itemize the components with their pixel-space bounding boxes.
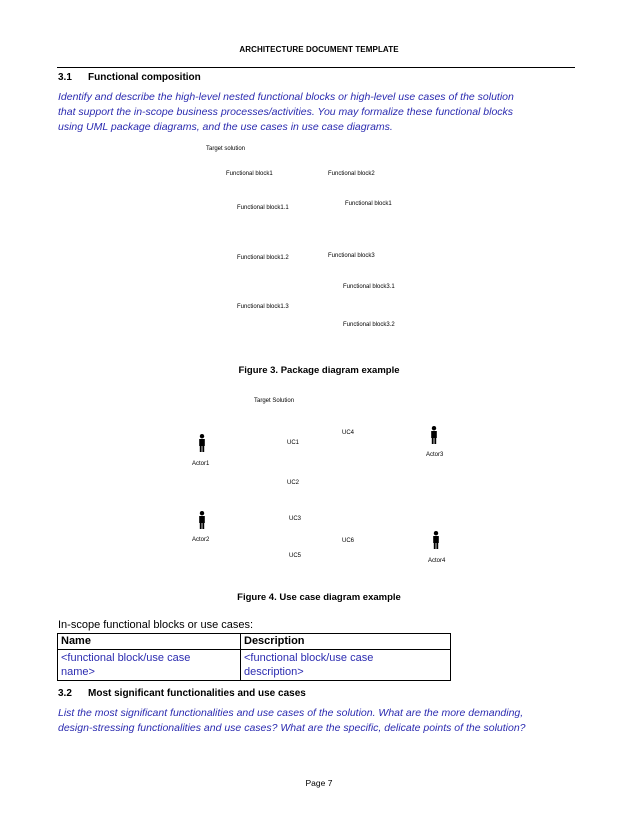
figure-4-caption: Figure 4. Use case diagram example xyxy=(237,592,401,603)
instruction-line: using UML package diagrams, and the use cases in use case diagrams. xyxy=(58,121,393,133)
header-description: Description xyxy=(241,634,451,650)
uc2-label: UC2 xyxy=(287,480,300,486)
actor2-label: Actor2 xyxy=(192,537,210,543)
section-3-1-title: Functional composition xyxy=(88,72,201,83)
header-name: Name xyxy=(58,634,241,650)
section-3-2-number: 3.2 xyxy=(58,688,72,699)
pkg-functional-block2: Functional block2 xyxy=(328,171,375,177)
uc-target-solution: Target Solution xyxy=(254,398,295,404)
actor3-person-icon xyxy=(430,426,438,444)
uc3-label: UC3 xyxy=(289,516,302,522)
pkg-functional-block1-1: Functional block1.1 xyxy=(237,205,289,211)
cell-name-line: <functional block/use case xyxy=(61,652,191,664)
pkg-functional-block1-2: Functional block1.2 xyxy=(237,255,289,261)
pkg-target-solution: Target solution xyxy=(206,146,246,152)
figure-3-caption: Figure 3. Package diagram example xyxy=(238,365,400,376)
section-3-1-instructions xyxy=(58,90,578,135)
table-header-row xyxy=(58,634,451,650)
section-3-2-title: Most significant functionalities and use cases xyxy=(88,688,306,699)
document-header: ARCHITECTURE DOCUMENT TEMPLATE xyxy=(239,45,399,54)
uc6-label: UC6 xyxy=(342,538,355,544)
actor4-person-icon xyxy=(432,531,440,549)
pkg-functional-block3: Functional block3 xyxy=(328,253,375,259)
section-3-2-instructions xyxy=(58,706,578,736)
page-number: Page 7 xyxy=(305,778,333,788)
pkg-functional-block3-2: Functional block3.2 xyxy=(343,322,395,328)
cell-description xyxy=(241,650,451,681)
actor3-label: Actor3 xyxy=(426,452,444,458)
actor1-label: Actor1 xyxy=(192,461,210,467)
cell-description-line: description> xyxy=(244,666,304,678)
cell-name xyxy=(58,650,241,681)
actor1-person-icon xyxy=(198,434,206,452)
cell-description-line: <functional block/use case xyxy=(244,652,374,664)
table-intro: In-scope functional blocks or use cases: xyxy=(58,619,254,631)
uc1-label: UC1 xyxy=(287,440,300,446)
pkg-functional-block1-3: Functional block1.3 xyxy=(237,304,289,310)
instruction-line: List the most significant functionalities and use cases of the solution. What are the more demanding, xyxy=(58,707,524,719)
instruction-line: design-stressing functionalities and use cases? What are the specific, delicate points of the solution? xyxy=(58,722,526,734)
cell-name-line: name> xyxy=(61,666,95,678)
functional-blocks-table xyxy=(57,633,451,681)
header-rule xyxy=(57,67,575,68)
pkg-functional-block2-inner: Functional block1 xyxy=(345,201,392,207)
uc5-label: UC5 xyxy=(289,553,302,559)
actor4-label: Actor4 xyxy=(428,558,446,564)
table-row xyxy=(58,650,451,681)
section-3-1-number: 3.1 xyxy=(58,72,72,83)
uc4-label: UC4 xyxy=(342,430,355,436)
pkg-functional-block3-1: Functional block3.1 xyxy=(343,284,395,290)
actor2-person-icon xyxy=(198,511,206,529)
instruction-line: that support the in-scope business processes/activities. You may formalize these functional blocks xyxy=(58,106,514,118)
pkg-functional-block1: Functional block1 xyxy=(226,171,273,177)
instruction-line: Identify and describe the high-level nested functional blocks or high-level use cases of the solution xyxy=(58,91,514,103)
